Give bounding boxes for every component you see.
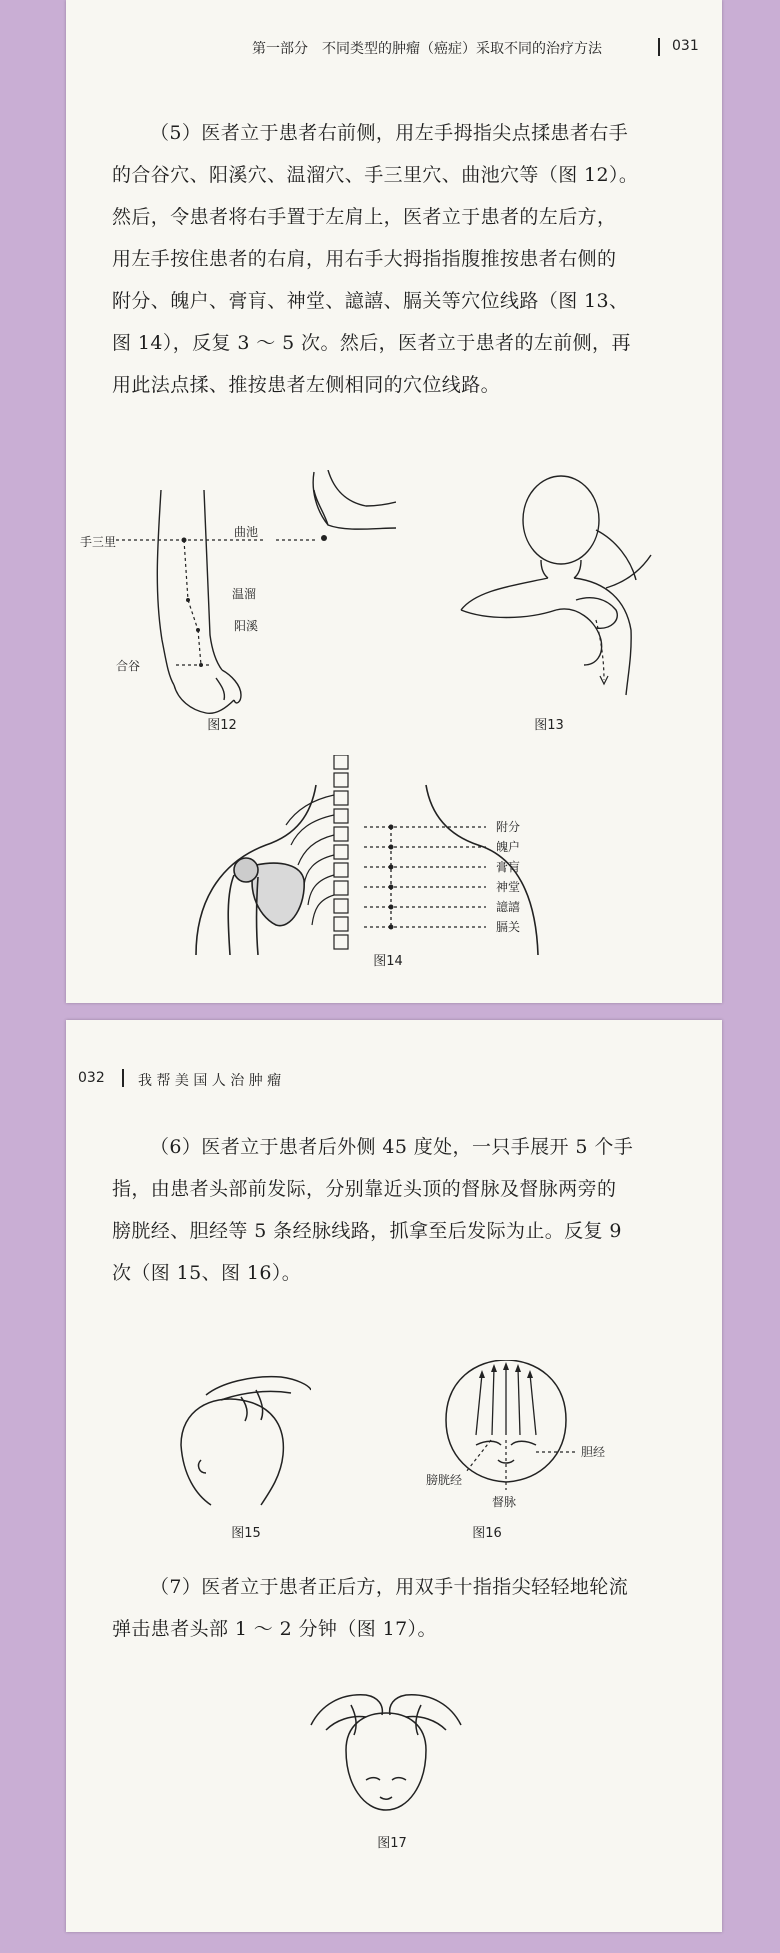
label-dumai: 督脉	[492, 1495, 517, 1509]
paragraph-step-5	[112, 112, 674, 406]
label-fufen: 附分	[496, 820, 521, 834]
figure-12-arm-acupoints	[66, 470, 396, 730]
back-illustration	[456, 470, 676, 700]
figure-16-head-meridians	[426, 1360, 626, 1520]
figure-17-caption: 图17	[377, 1836, 407, 1851]
figure-15-caption: 图15	[231, 1526, 261, 1541]
text-line: 次（图 15、图 16）。	[112, 1262, 302, 1284]
book-page-032	[66, 1020, 722, 1932]
page-number: 031	[672, 38, 699, 54]
label-shentang: 神堂	[496, 880, 521, 894]
figure-12-caption: 图12	[207, 718, 237, 733]
figure-14-caption: 图14	[373, 954, 403, 969]
text-line: 指，由患者头部前发际，分别靠近头顶的督脉及督脉两旁的	[112, 1178, 617, 1200]
figure-13-back-push	[456, 470, 676, 700]
text-line: 的合谷穴、阳溪穴、温溜穴、手三里穴、曲池穴等（图 12）。	[112, 164, 639, 186]
header-separator	[122, 1069, 124, 1087]
text-line: （5）医者立于患者右前侧，用左手拇指尖点揉患者右手	[150, 122, 629, 144]
figure-13-caption: 图13	[534, 718, 564, 733]
text-line: （7）医者立于患者正后方，用双手十指指尖轻轻地轮流	[150, 1576, 629, 1598]
running-header-book-title: 我 帮 美 国 人 治 肿 瘤	[138, 1073, 282, 1089]
label-pangguangjing: 膀胱经	[426, 1473, 463, 1487]
figure-16-caption: 图16	[472, 1526, 502, 1541]
label-shousanli: 手三里	[80, 535, 117, 549]
head-side-illustration	[161, 1365, 311, 1515]
figure-17-head-tapping	[306, 1685, 466, 1825]
label-wenliu: 温溜	[232, 587, 257, 601]
label-yangxi: 阳溪	[234, 619, 259, 633]
running-header-chapter-title: 第一部分 不同类型的肿瘤（癌症）采取不同的治疗方法	[252, 41, 602, 57]
text-line: 附分、魄户、膏肓、神堂、譩譆、膈关等穴位线路（图 13、	[112, 290, 629, 312]
head-tapping-illustration	[306, 1685, 466, 1825]
label-yixi: 譩譆	[496, 900, 521, 914]
text-line: （6）医者立于患者后外侧 45 度处，一只手展开 5 个手	[150, 1136, 634, 1158]
paragraph-step-6	[112, 1126, 674, 1294]
text-line: 然后，令患者将右手置于左肩上，医者立于患者的左后方，	[112, 206, 617, 228]
text-line: 弹击患者头部 1 ～ 2 分钟（图 17）。	[112, 1618, 437, 1640]
label-hegu: 合谷	[116, 659, 141, 673]
upper-back-illustration	[186, 755, 606, 955]
header-separator	[658, 38, 660, 56]
figure-14-back-meridians	[186, 755, 606, 955]
book-page-031	[66, 0, 722, 1003]
page-number: 032	[78, 1070, 105, 1086]
arm-illustration	[66, 470, 396, 730]
text-line: 膀胱经、胆经等 5 条经脉线路，抓拿至后发际为止。反复 9	[112, 1220, 622, 1242]
text-line: 图 14），反复 3 ～ 5 次。然后，医者立于患者的左前侧，再	[112, 332, 631, 354]
text-line: 用此法点揉、推按患者左侧相同的穴位线路。	[112, 374, 501, 396]
label-gaohuang: 膏肓	[496, 860, 521, 874]
head-front-illustration	[426, 1360, 626, 1520]
label-quchi: 曲池	[234, 525, 259, 539]
label-danjing: 胆经	[581, 1445, 606, 1459]
paragraph-step-7	[112, 1566, 674, 1650]
text-line: 用左手按住患者的右肩，用右手大拇指指腹推按患者右侧的	[112, 248, 617, 270]
label-pohu: 魄户	[496, 840, 521, 854]
figure-15-head-grasp	[161, 1365, 311, 1515]
label-geguan: 膈关	[496, 920, 521, 934]
